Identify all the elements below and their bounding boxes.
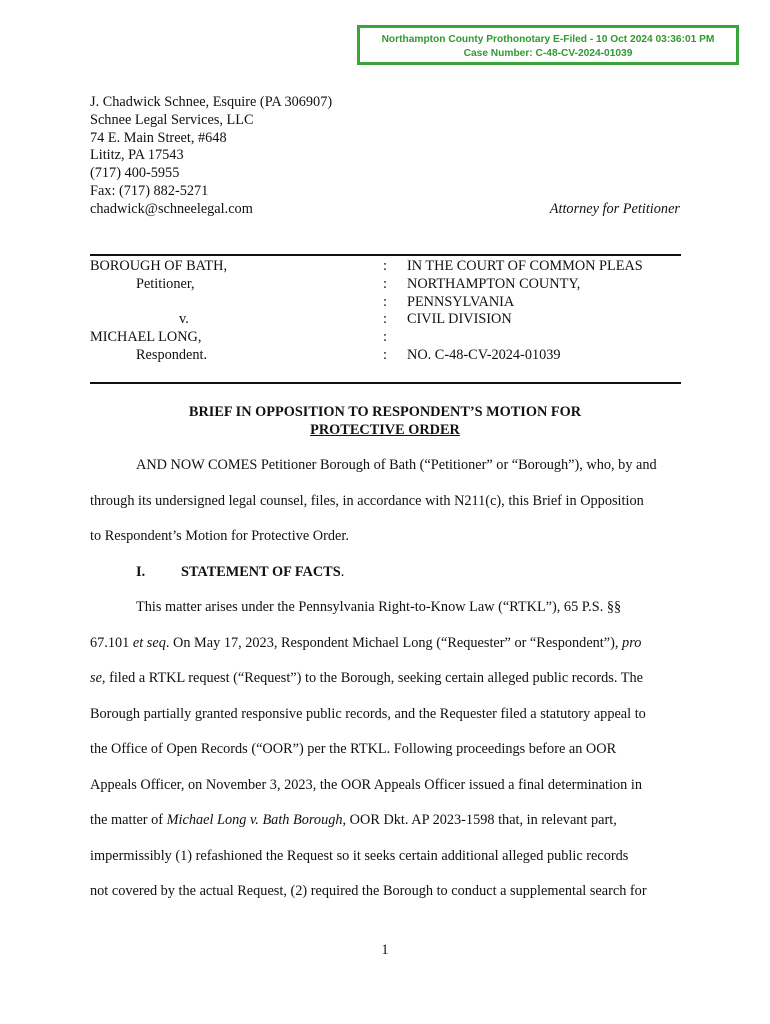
caption-colon: : — [383, 293, 387, 310]
attorney-role: Attorney for Petitioner — [549, 201, 680, 217]
facts-line-6: Appeals Officer, on November 3, 2023, the OOR Appeals Officer issued a final determination in — [90, 777, 642, 793]
attorney-phone: (717) 400-5955 — [90, 165, 180, 182]
intro-line-1: AND NOW COMES Petitioner Borough of Bath (“Petitioner” or “Borough”), who, by and — [136, 457, 657, 473]
attorney-fax: Fax: (717) 882-5271 — [90, 182, 209, 199]
facts-line-5: the Office of Open Records (“OOR”) per the RTKL. Following proceedings before an OOR — [90, 741, 617, 757]
facts-line-3 — [90, 670, 643, 687]
page-number: 1 — [381, 942, 389, 958]
facts-text: 67.101 — [90, 635, 133, 651]
facts-line-8: impermissibly (1) refashioned the Request so it seeks certain additional alleged public records — [90, 848, 629, 864]
section-heading-period: . — [340, 564, 345, 580]
facts-text: the matter of — [90, 812, 167, 828]
facts-line-7 — [90, 812, 617, 829]
latin-pro: pro — [622, 635, 642, 651]
court-line: NORTHAMPTON COUNTY, — [407, 275, 581, 292]
section-number: I. — [136, 564, 146, 580]
petitioner-name: BOROUGH OF BATH, — [90, 258, 228, 274]
caption-parties — [90, 258, 227, 365]
versus-label: v. — [179, 311, 189, 328]
docket-number: NO. C-48-CV-2024-01039 — [407, 346, 561, 363]
caption-colon: : — [383, 311, 387, 328]
attorney-city: Lititz, PA 17543 — [90, 147, 184, 164]
petitioner-label: Petitioner, — [136, 275, 195, 292]
caption-colon: : — [383, 258, 387, 274]
respondent-name: MICHAEL LONG, — [90, 329, 202, 346]
facts-line-9: not covered by the actual Request, (2) required the Borough to conduct a supplemental search for — [90, 883, 647, 899]
section-heading-text: STATEMENT OF FACTS — [181, 564, 341, 580]
efiling-stamp — [357, 25, 739, 65]
facts-line-2 — [90, 635, 641, 652]
latin-se: se — [90, 670, 102, 686]
intro-line-2: through its undersigned legal counsel, files, in accordance with N211(c), this Brief in Opposition — [90, 493, 644, 509]
court-line: PENNSYLVANIA — [407, 293, 515, 310]
court-line: CIVIL DIVISION — [407, 311, 512, 328]
caption-colon: : — [383, 329, 387, 346]
brief-title — [0, 403, 770, 439]
facts-text: , filed a RTKL request (“Request”) to the Borough, seeking certain alleged public records. The — [101, 670, 643, 686]
brief-title-line-1: BRIEF IN OPPOSITION TO RESPONDENT’S MOTION FOR — [188, 404, 582, 420]
attorney-name: J. Chadwick Schnee, Esquire (PA 306907) — [90, 94, 333, 110]
section-heading — [181, 564, 344, 581]
caption-colons — [383, 258, 387, 365]
attorney-email: chadwick@schneelegal.com — [90, 200, 253, 217]
court-line: IN THE COURT OF COMMON PLEAS — [407, 258, 643, 274]
brief-title-line-2: PROTECTIVE ORDER — [310, 422, 460, 438]
respondent-label: Respondent. — [136, 346, 208, 363]
facts-text: . On May 17, 2023, Respondent Michael Long (“Requester” or “Respondent”), — [165, 635, 623, 651]
facts-line-4: Borough partially granted responsive public records, and the Requester filed a statutory appeal to — [90, 706, 646, 722]
caption-top-rule — [90, 254, 681, 256]
caption-colon: : — [383, 346, 387, 363]
caption-colon: : — [383, 275, 387, 292]
efiling-stamp-case-number: Case Number: C-48-CV-2024-01039 — [463, 48, 633, 59]
caption-bottom-rule — [90, 382, 681, 384]
attorney-street: 74 E. Main Street, #648 — [90, 129, 227, 146]
latin-et-seq: et seq — [132, 635, 166, 651]
attorney-block — [90, 94, 332, 219]
caption-court — [407, 258, 643, 365]
facts-line-1: This matter arises under the Pennsylvania Right-to-Know Law (“RTKL”), 65 P.S. §§ — [136, 599, 622, 615]
attorney-firm: Schnee Legal Services, LLC — [90, 111, 254, 128]
efiling-stamp-line-1: Northampton County Prothonotary E-Filed - 10 Oct 2024 03:36:01 PM — [381, 34, 715, 45]
facts-text: , OOR Dkt. AP 2023-1598 that, in relevant part, — [342, 812, 617, 828]
case-name: Michael Long v. Bath Borough — [166, 812, 343, 828]
intro-line-3: to Respondent’s Motion for Protective Order. — [90, 528, 349, 544]
